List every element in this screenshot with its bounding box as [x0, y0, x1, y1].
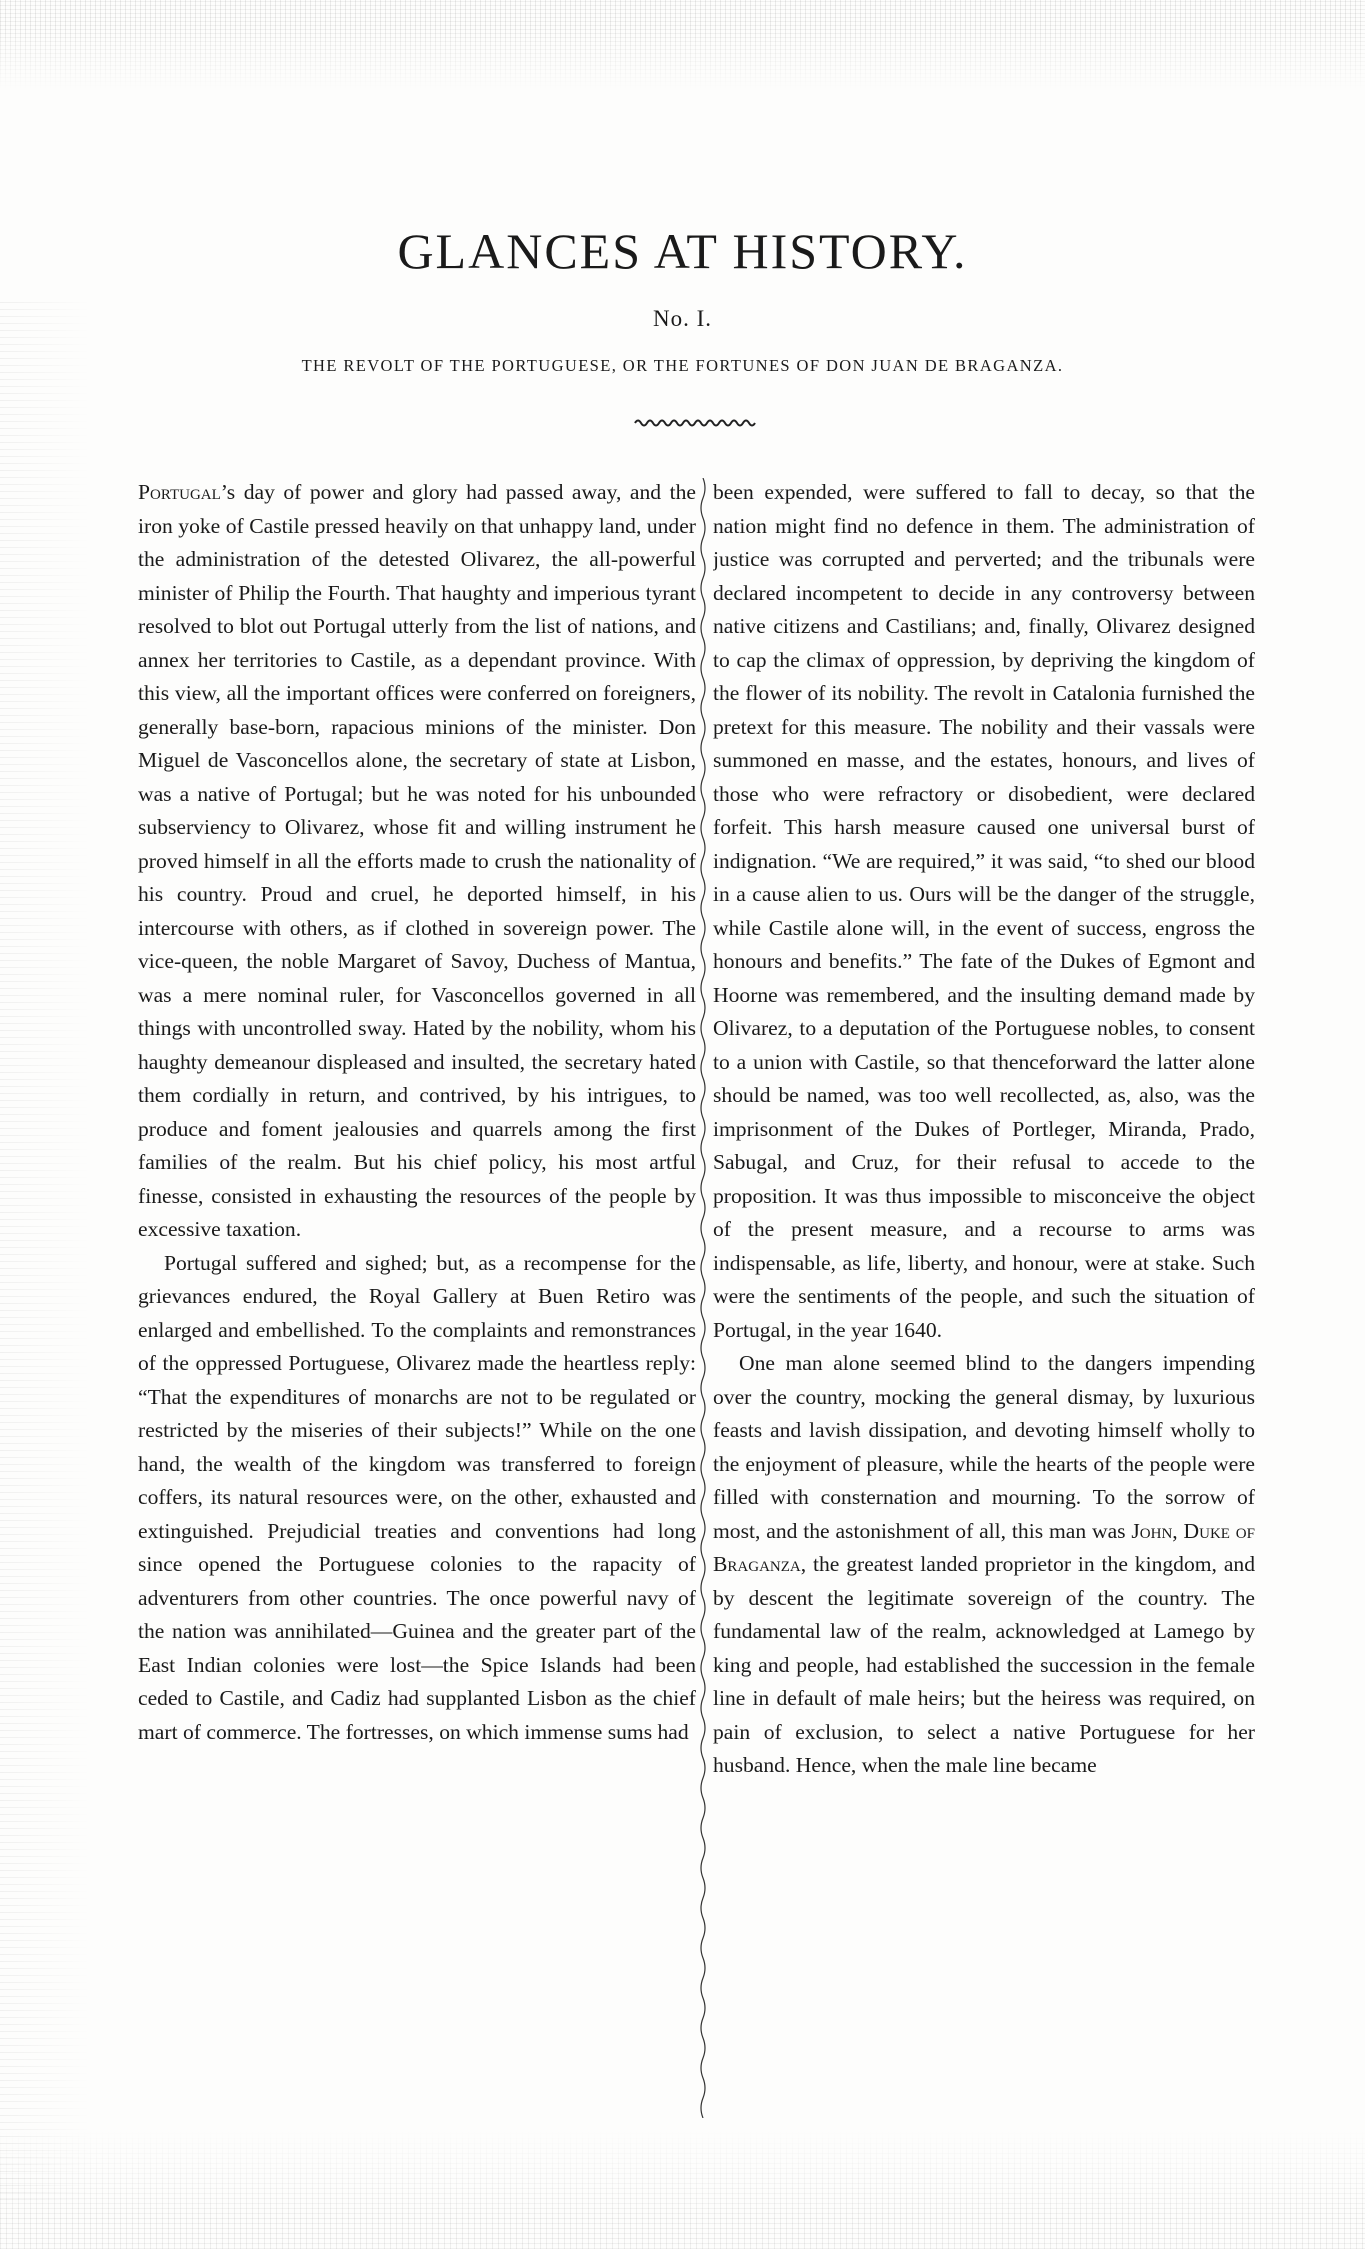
- article-subtitle: THE REVOLT OF THE PORTUGUESE, OR THE FORTUNES OF DON JUAN DE BRAGANZA.: [301, 356, 1064, 375]
- scan-noise-top: [0, 0, 1365, 90]
- paragraph: Portugal suffered and sighed; but, as a recompense for the grievances endured, the Royal Gallery at Buen Retiro was enlarged and embellished. To the complaints and remonstrances of the oppressed Portuguese, Olivarez made the heartless reply: “That the expenditures of monarchs are not to be regulated or restricted by the miseries of their subjects!” While on the one hand, the wealth of the kingdom was transferred to foreign coffers, its natural resources were, on the other, exhausted and extinguished. Prejudicial treaties and conventions had long since opened the Portuguese colonies to the rapacity of adventurers from other countries. The once powerful navy of the nation was annihilated—Guinea and the greater part of the East Indian colonies were lost—the Spice Islands had been ceded to Castile, and Cadiz had supplanted Lisbon as the chief mart of commerce. The fortresses, on which immense sums had: [138, 1250, 696, 1744]
- scan-noise-bottom: [0, 2129, 1365, 2249]
- article-number: No. I.: [652, 306, 713, 331]
- wavy-ornament-icon: [633, 416, 757, 430]
- paragraph: been expended, were suffered to fall to decay, so that the nation might find no defence in them. The administration of justice was corrupted and perverted; and the tribunals were declared incompetent to decide in any controversy between native citizens and Castilians; and, finally, Olivarez designed to cap the climax of oppression, by depriving the kingdom of the flower of its nobility. The revolt in Catalonia furnished the pretext for this measure. The nobility and their vassals were summoned en masse, and the estates, honours, and lives of those who were refractory or disobedient, were declared forfeit. This harsh measure caused one universal burst of indignation. “We are required,” it was said, “to shed our blood in a cause alien to us. Ours will be the danger of the struggle, while Castile alone will, in the event of success, engross the honours and benefits.” The fate of the Dukes of Egmont and Hoorne was remembered, and the insulting demand made by Olivarez, to a deputation of the Portuguese nobles, to consent to a union with Castile, so that thenceforward the latter alone should be named, was too well recollected, as, also, was the imprisonment of the Dukes of Portleger, Miranda, Prado, Sabugal, and Cruz, for their refusal to accede to the proposition. It was thus impossible to misconceive the object of the present measure, and a recourse to arms was indispensable, as life, liberty, and honour, were at stake. Such were the sentiments of the people, and such the situation of Portugal, in the year 1640.: [713, 480, 1255, 1342]
- person-name: John, Duke of Braganza: [713, 1518, 1255, 1576]
- page-title: GLANCES AT HISTORY.: [397, 223, 968, 279]
- drop-lead: Portugal: [138, 480, 221, 504]
- paragraph: [138, 476, 696, 1247]
- right-column: [713, 476, 1255, 2126]
- paragraph-text: One man alone seemed blind to the dangers impending over the country, mocking the general dismay, by luxurious feasts and lavish dissipation, and devoting himself wholly to the enjoyment of pleasure, while the hearts of the people were filled with consternation and mourning. To the sorrow of most, and the astonishment of all, this man was: [713, 1351, 1255, 1543]
- left-column: [138, 476, 696, 2126]
- column-divider: [698, 478, 708, 2118]
- paragraph-text: ’s day of power and glory had passed away, and the iron yoke of Castile pressed heavily on that unhappy land, under the administration of the detested Olivarez, the all-powerful minister of Philip the Fourth. That haughty and imperious tyrant resolved to blot out Portugal utterly from the list of nations, and annex her territories to Castile, as a dependant province. With this view, all the important offices were conferred on foreigners, generally base-born, rapacious minions of the minister. Don Miguel de Vasconcellos alone, the secretary of state at Lisbon, was a native of Portugal; but he was noted for his unbounded subserviency to Olivarez, whose fit and willing instrument he proved himself in all the efforts made to crush the nationality of his country. Proud and cruel, he deported himself, in his intercourse with others, as if clothed in sovereign power. The vice-queen, the noble Margaret of Savoy, Duchess of Mantua, was a mere nominal ruler, for Vasconcellos governed in all things with uncontrolled sway. Hated by the nobility, whom his haughty demeanour displeased and insulted, the secretary hated them cordially in return, and contrived, by his intrigues, to produce and foment jealousies and quarrels among the first families of the realm. But his chief policy, his most artful finesse, consisted in exhausting the resources of the people by excessive taxation.: [138, 480, 696, 1241]
- paragraph-text: , the greatest landed proprietor in the kingdom, and by descent the legitimate sovereign of the country. The fundamental law of the realm, acknowledged at Lamego by king and people, had established the succession in the female line in default of male heirs; but the heiress was required, on pain of exclusion, to select a native Portuguese for her husband. Hence, when the male line became: [713, 1552, 1255, 1777]
- paragraph: [713, 1347, 1255, 1783]
- scan-noise-left: [0, 300, 90, 2200]
